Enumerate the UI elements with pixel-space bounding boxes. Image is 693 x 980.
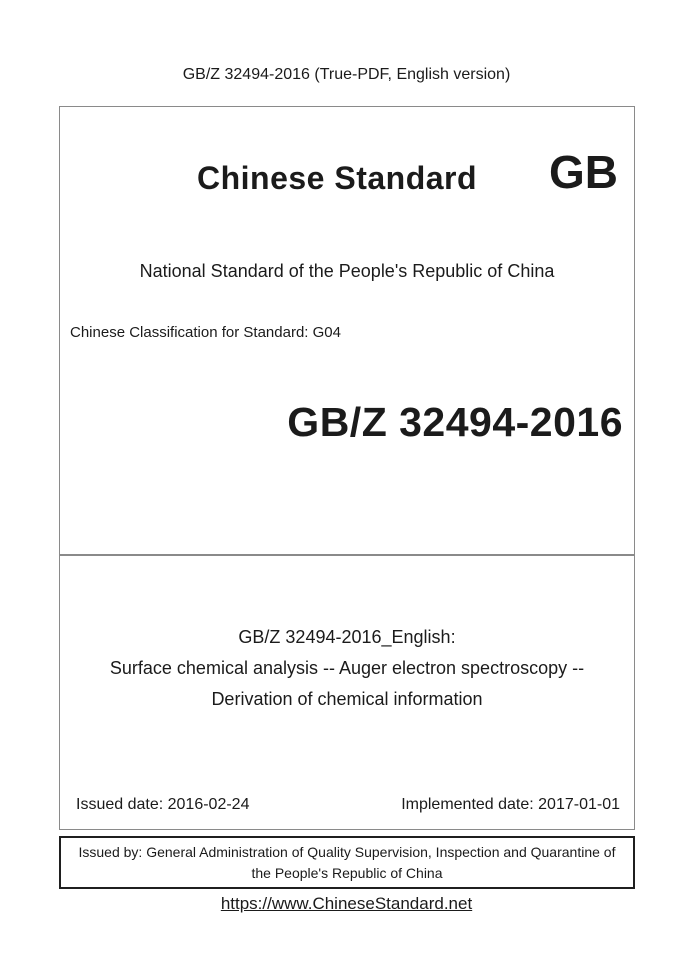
standard-title-line-2: Surface chemical analysis -- Auger electron spectroscopy -- [109,658,585,678]
implemented-date: Implemented date: 2017-01-01 [401,796,620,813]
cover-box [59,106,635,555]
running-header: GB/Z 32494-2016 (True-PDF, English version) [182,66,511,83]
brand-title: Chinese Standard [196,160,478,196]
standard-number: GB/Z 32494-2016 [287,399,623,445]
title-box [59,555,635,830]
footer [0,892,693,915]
website-link[interactable]: https://www.ChineseStandard.net [220,894,473,913]
standard-title-line-1: GB/Z 32494-2016_English: [238,627,456,647]
national-standard-line: National Standard of the People's Republic of China [139,261,555,281]
brand-row [60,146,634,198]
issuer-line-2: the People's Republic of China [251,864,443,881]
issuer-box [59,836,635,889]
gb-logo: GB [549,146,618,198]
issuer-line-1: Issued by: General Administration of Quality Supervision, Inspection and Quarantine of [78,843,616,860]
classification-line: Chinese Classification for Standard: G04 [70,324,341,341]
dates-row [76,794,620,816]
standard-title-line-3: Derivation of chemical information [211,689,483,709]
standard-title [60,622,634,715]
issued-date: Issued date: 2016-02-24 [76,796,250,813]
